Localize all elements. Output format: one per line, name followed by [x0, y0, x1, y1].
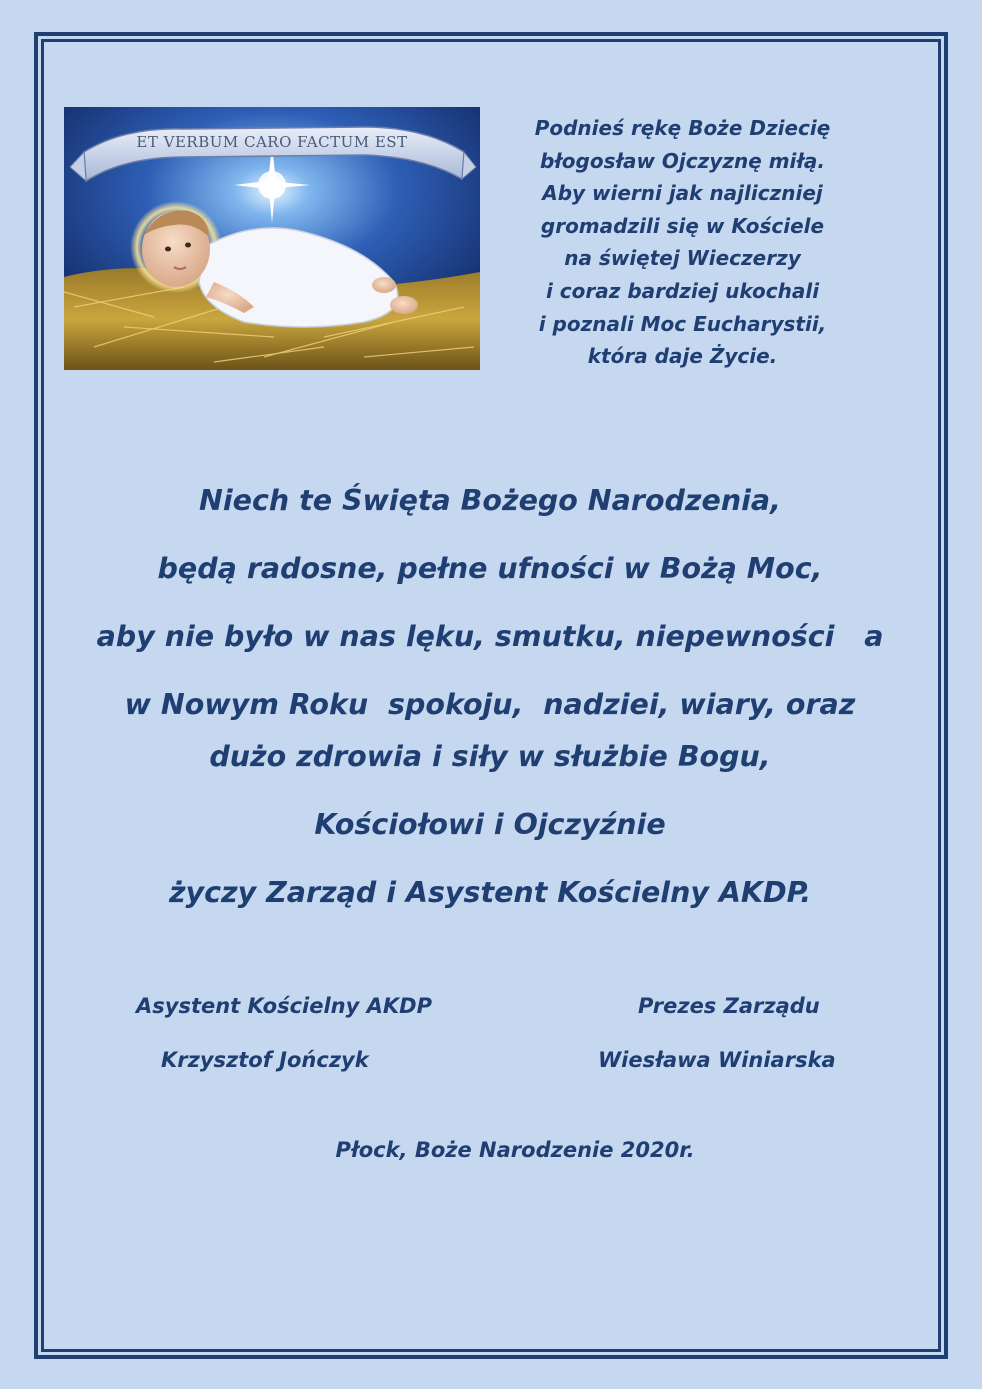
poem-line: która daje Życie.	[587, 344, 778, 369]
poem-line: Podnieś rękę Boże Dziecię	[534, 116, 831, 140]
banner-text: ET VERBUM CARO FACTUM EST	[136, 133, 408, 151]
place-date: Płock, Boże Narodzenie 2020r.	[335, 1138, 695, 1162]
nativity-image	[64, 107, 480, 370]
wishes-line: dużo zdrowia i siły w służbie Bogu,	[209, 740, 771, 773]
poem-line: i poznali Moc Eucharystii,	[538, 311, 827, 336]
wishes-line: aby nie było w nas lęku, smutku, niepewności a	[96, 620, 884, 653]
wishes-line: Niech te Święta Bożego Narodzenia,	[199, 484, 781, 517]
wishes-line: życzy Zarząd i Asystent Kościelny AKDP.	[168, 876, 812, 909]
right-signature-title: Prezes Zarządu	[638, 994, 820, 1018]
poem-line: na świętej Wieczerzy	[564, 246, 801, 271]
poem-line: i coraz bardziej ukochali	[545, 278, 820, 303]
right-signature-name: Wiesława Winiarska	[598, 1048, 836, 1072]
wishes-line: będą radosne, pełne ufności w Bożą Moc,	[157, 552, 823, 585]
poem	[510, 112, 855, 373]
poem-line: Aby wierni jak najliczniej	[542, 181, 823, 206]
wishes-line: Kościołowi i Ojczyźnie	[314, 808, 666, 841]
left-signature-name: Krzysztof Jończyk	[161, 1048, 369, 1072]
poem-line: błogosław Ojczyznę miłą.	[539, 148, 826, 173]
wishes-line: w Nowym Roku spokoju, nadziei, wiary, oraz	[124, 688, 856, 721]
left-signature-title: Asystent Kościelny AKDP	[136, 994, 432, 1018]
poem-line: gromadzili się w Kościele	[540, 213, 825, 238]
